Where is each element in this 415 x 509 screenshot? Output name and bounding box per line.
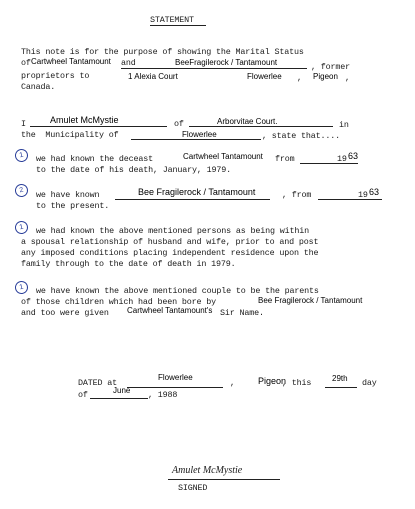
item-4-line-2-lead: of those children which had been bore by <box>21 297 217 307</box>
declarant-in: in <box>339 120 349 130</box>
intro-line-1: This note is for the purpose of showing the Marital Status <box>21 47 304 57</box>
declarant-municipality: Flowerlee <box>182 130 217 139</box>
dated-day: day <box>362 378 377 388</box>
intro-proprietors-to: proprietors to <box>21 71 90 81</box>
declarant-of: of <box>174 119 184 129</box>
dated-of: of <box>78 390 88 400</box>
item-4-line-3-name: Cartwheel Tantamount's <box>127 306 213 315</box>
item-2-continuation: to the present. <box>36 201 110 211</box>
item-1-name: Cartwheel Tantamount <box>183 152 263 161</box>
dated-month-underline <box>90 398 148 399</box>
dated-city: Flowerlee <box>158 373 193 382</box>
item-3-line-2: a spousal relationship of husband and wife, prior to and post <box>21 237 319 247</box>
intro-and: and <box>121 58 136 68</box>
item-1-lead: we had known the deceast <box>36 154 154 164</box>
declarant-name-underline <box>30 126 167 127</box>
dated-month: June <box>113 386 131 395</box>
signature: Amulet McMystie <box>172 465 243 476</box>
dated-comma: , <box>230 378 235 388</box>
item-1-year-underline <box>300 163 358 164</box>
intro-comma-1: , <box>297 73 302 83</box>
item-2-name-underline <box>115 199 270 200</box>
dated-day-underline <box>325 387 357 388</box>
item-2-year-underline <box>318 199 382 200</box>
item-3-line-3: any imposed conditions placing independent residence upon the <box>21 248 319 258</box>
signed-label: SIGNED <box>178 483 208 493</box>
property-address: 1 Alexia Court <box>128 72 178 81</box>
municipality-underline <box>131 139 261 140</box>
spouse-1-name: Cartwheel Tantamount <box>31 57 111 66</box>
dated-year: , 1988 <box>148 390 178 400</box>
title-underline <box>150 25 206 26</box>
item-1-year: 63 <box>348 151 359 161</box>
dated-this: , this <box>282 378 312 388</box>
declarant-state-that: , state that.... <box>262 131 341 141</box>
item-1-marker: 1 <box>14 148 29 163</box>
declarant-the-municipality: the Municipality of <box>21 130 119 140</box>
item-3-marker: 1 <box>14 220 29 235</box>
item-2-lead: we have known <box>36 190 100 200</box>
declarant-street-underline <box>189 126 333 127</box>
declarant-i: I <box>21 119 26 129</box>
property-country: Canada. <box>21 82 56 92</box>
item-4-line-1: we have known the above mentioned couple to be the parents <box>36 286 319 296</box>
item-3-line-1: we had known the above mentioned persons as being within <box>36 226 310 236</box>
dated-city-underline <box>127 387 223 388</box>
item-2-year-prefix: 19 <box>358 190 368 200</box>
item-2-marker: 2 <box>14 183 29 198</box>
intro-former: , former <box>311 62 351 72</box>
item-1-continuation: to the date of his death, January, 1979. <box>36 165 232 175</box>
property-province: Pigeon <box>313 72 338 81</box>
document-title: STATEMENT <box>150 15 194 25</box>
dated-province: Pigeon <box>258 376 287 386</box>
dated-label: DATED at <box>78 378 118 388</box>
item-4-line-2-name: Bee Fragilerock / Tantamount <box>258 296 363 305</box>
item-2-from: , from <box>282 190 312 200</box>
declarant-street: Arborvitae Court. <box>217 117 278 126</box>
item-3-line-4: family through to the date of death in 1979. <box>21 259 236 269</box>
intro-comma-2: , <box>345 73 350 83</box>
intro-of: of <box>21 58 31 68</box>
item-4-marker: 1 <box>14 280 29 295</box>
item-2-name: Bee Fragilerock / Tantamount <box>138 187 256 197</box>
spouse-2-underline <box>121 68 307 69</box>
signature-line <box>168 479 280 480</box>
item-4-line-3-tail: Sir Name. <box>220 308 264 318</box>
property-city: Flowerlee <box>247 72 282 81</box>
spouse-2-name: BeeFragilerock / Tantamount <box>175 58 278 67</box>
dated-day-number: 29th <box>332 374 348 383</box>
item-1-from: from <box>275 154 295 164</box>
declarant-name: Amulet McMystie <box>50 115 119 125</box>
item-1-year-prefix: 19 <box>337 154 347 164</box>
item-2-year: 63 <box>369 187 380 197</box>
item-4-line-3-lead: and too were given <box>21 308 109 318</box>
